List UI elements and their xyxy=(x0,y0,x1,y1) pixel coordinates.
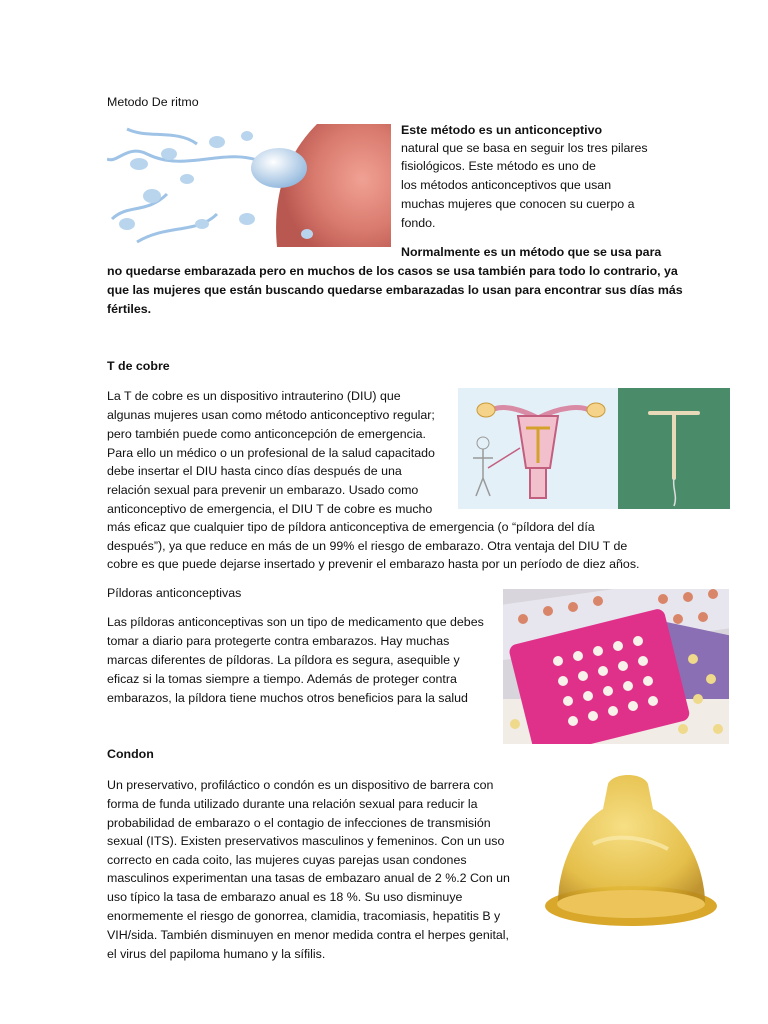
pildoras-line-4: eficaz si la tomas siempre a tiempo. Además de proteger contra xyxy=(107,672,457,686)
pildoras-line-3: marcas diferentes de píldoras. La píldora es segura, asequible y xyxy=(107,653,460,667)
ritmo-line-6: fondo. xyxy=(401,216,436,230)
ritmo-para2-line-2: no quedarse embarazada pero en muchos de los casos se usa también para todo lo contrario, ya xyxy=(107,264,678,278)
sperm-egg-image xyxy=(107,124,391,247)
condon-line-5: correcto en cada coito, las mujeres cuyas parejas usan condones xyxy=(107,853,467,867)
condon-line-6: masculinos experimentan una tasas de embazaro anual de 2 %.2 Con un xyxy=(107,871,510,885)
condon-line-8: enormemente el riesgo de gonorrea, clamidia, tracomiasis, hepatitis B y xyxy=(107,909,501,923)
ritmo-para2-line-1: Normalmente es un método que se usa para xyxy=(401,245,662,259)
cobre-line-2: algunas mujeres usan como método anticonceptivo regular; xyxy=(107,408,435,422)
ritmo-line-5: muchas mujeres que conocen su cuerpo a xyxy=(401,197,635,211)
pildoras-line-2: tomar a diario para protegerte contra embarazos. Hay muchas xyxy=(107,634,450,648)
cobre-line-1: La T de cobre es un dispositivo intrauterino (DIU) que xyxy=(107,389,401,403)
cobre-line-5: debe insertar el DIU hasta cinco días después de una xyxy=(107,464,402,478)
heading-condon: Condon xyxy=(107,747,154,761)
heading-cobre: T de cobre xyxy=(107,359,170,373)
cobre-line-8: más eficaz que cualquier tipo de píldora anticonceptiva de emergencia (o “píldora del día xyxy=(107,520,595,534)
condon-line-10: el virus del papiloma humano y la sífilis. xyxy=(107,947,326,961)
ritmo-line-2: natural que se basa en seguir los tres pilares xyxy=(401,141,648,155)
pildoras-line-1: Las píldoras anticonceptivas son un tipo de medicamento que debes xyxy=(107,615,484,629)
condon-line-1: Un preservativo, profiláctico o condón es un dispositivo de barrera con xyxy=(107,778,494,792)
condon-line-7: uso típico la tasa de embarazo anual es 18 %. Su uso disminuye xyxy=(107,890,463,904)
cobre-line-4: Para ello un médico o un profesional de la salud capacitado xyxy=(107,446,435,460)
heading-ritmo: Metodo De ritmo xyxy=(107,95,199,109)
iud-image xyxy=(458,388,730,509)
ritmo-line-4: los métodos anticonceptivos que usan xyxy=(401,178,612,192)
condon-line-2: forma de funda utilizado durante una relación sexual para reducir la xyxy=(107,797,478,811)
cobre-line-6: relación sexual para prevenir un embarazo. Usado como xyxy=(107,483,419,497)
condon-line-9: VIH/sida. También disminuyen en menor medida contra el herpes genital, xyxy=(107,928,509,942)
ritmo-line-3: fisiológicos. Este método es uno de xyxy=(401,159,596,173)
cobre-line-3: pero también puede como anticoncepción de emergencia. xyxy=(107,427,426,441)
ritmo-line-1: Este método es un anticonceptivo xyxy=(401,123,603,137)
pills-image xyxy=(503,589,729,744)
heading-pildoras: Píldoras anticonceptivas xyxy=(107,586,242,600)
condon-line-3: probabilidad de embarazo o el contagio de infecciones de transmisión xyxy=(107,816,491,830)
cobre-line-9: después”), ya que reduce en más de un 99% el riesgo de embarazo. Otra ventaja del DIU T de xyxy=(107,539,628,553)
cobre-line-7: anticonceptivo de emergencia, el DIU T de cobre es mucho xyxy=(107,502,433,516)
pildoras-line-5: embarazos, la píldora tiene muchos otros beneficios para la salud xyxy=(107,691,468,705)
ritmo-para2-line-4: fértiles. xyxy=(107,302,152,316)
cobre-line-10: cobre es que puede dejarse insertado y prevenir el embarazo hasta por un período de diez años. xyxy=(107,557,640,571)
condon-line-4: sexual (ITS). Existen preservativos masculinos y femeninos. Con un uso xyxy=(107,834,505,848)
condom-image xyxy=(533,764,729,932)
ritmo-para2-line-3: que las mujeres que están buscando quedarse embarazadas lo usan para encontrar sus días más xyxy=(107,283,683,297)
